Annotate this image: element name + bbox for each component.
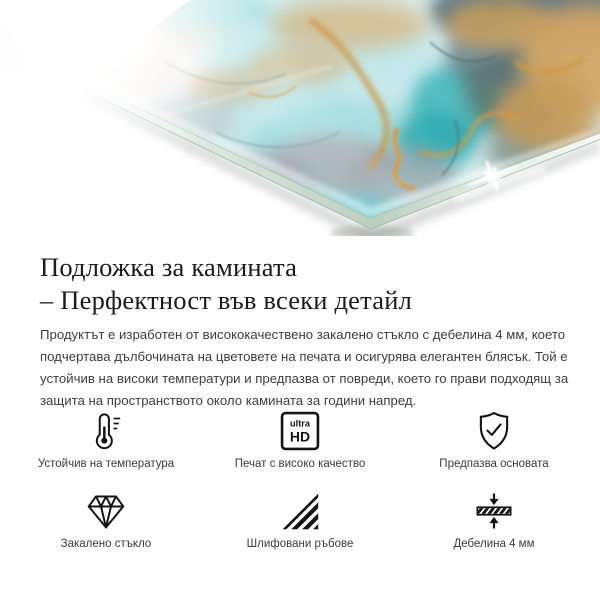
- feature-label: Устойчив на температура: [37, 458, 175, 470]
- thickness-4mm-icon: [474, 489, 514, 533]
- diamond-icon: [83, 491, 129, 531]
- svg-text:ultra: ultra: [290, 418, 310, 429]
- product-hero-image: [0, 0, 600, 236]
- feature-label: Печат с високо качество: [234, 458, 366, 470]
- page-title-line1: Подложка за камината: [40, 251, 298, 282]
- features-grid: [9, 408, 591, 550]
- feature-label: Закалено стъкло: [60, 538, 152, 550]
- thermometer-icon: [86, 408, 126, 454]
- polished-edges-icon: [278, 491, 322, 531]
- feature-print-quality: [203, 408, 397, 470]
- feature-label: Шлифовани ръбове: [246, 538, 354, 550]
- svg-text:HD: HD: [289, 428, 311, 445]
- product-description: Продуктът е изработен от висококачествено закалено стъкло с дебелина 4 мм, което подчертава дълбочината на цветовете на печата и осигурява елегантен блясък. Той е устойчив на високи температури и предпазва от повреди, което го прави подходящ за защита на пространството около камината за години напред.: [40, 327, 569, 409]
- shield-check-icon: [473, 409, 515, 453]
- feature-label: Предпазва основата: [439, 458, 549, 470]
- feature-temperature: [9, 408, 203, 470]
- feature-thickness: [397, 488, 591, 550]
- page-title-line2: – Перфектност във всеки детайл: [40, 284, 413, 315]
- page-title: [40, 251, 560, 317]
- feature-tempered-glass: [9, 488, 203, 550]
- feature-label: Дебелина 4 мм: [453, 538, 535, 550]
- feature-protects-base: [397, 408, 591, 470]
- marble-glass-panel-graphic: [0, 0, 600, 236]
- feature-polished-edges: [203, 488, 397, 550]
- ultra-hd-icon: [279, 410, 321, 452]
